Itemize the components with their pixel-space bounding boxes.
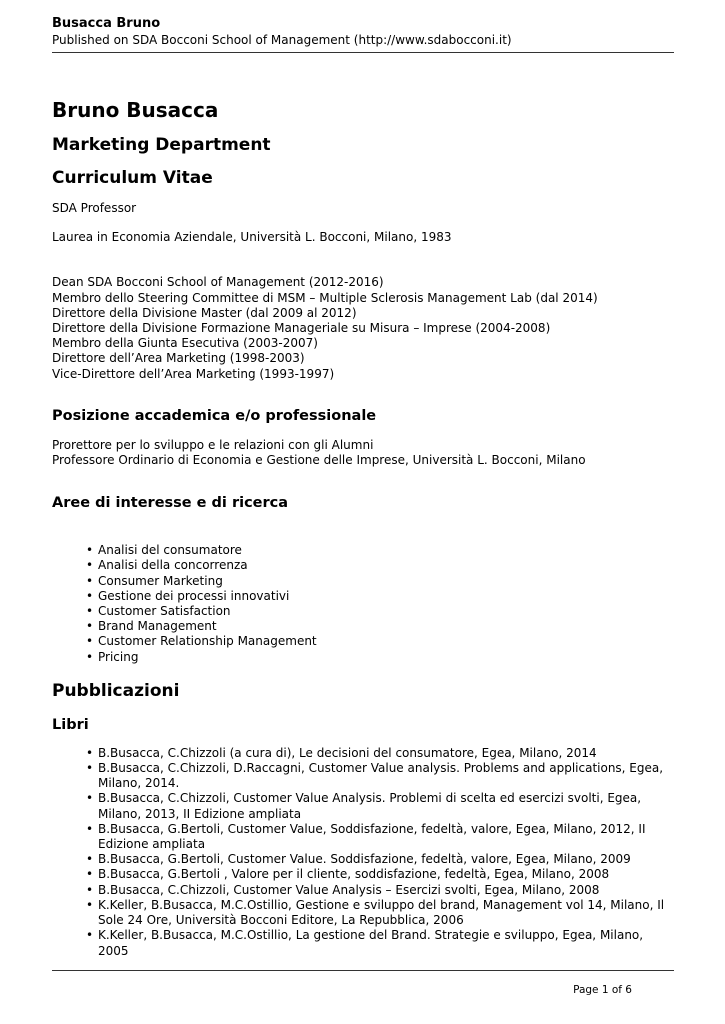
footer-divider <box>52 970 674 971</box>
header-published: Published on SDA Bocconi School of Management (http://www.sdabocconi.it) <box>52 33 512 47</box>
list-item: • Analisi della concorrenza <box>98 558 674 573</box>
academic-heading: Posizione accademica e/o professionale <box>52 407 377 424</box>
list-item: • Brand Management <box>98 619 674 634</box>
books-heading: Libri <box>52 716 89 733</box>
position-line: Direttore dell’Area Marketing (1998-2003) <box>52 351 305 366</box>
list-item: • B.Busacca, C.Chizzoli (a cura di), Le decisioni del consumatore, Egea, Milano, 2014 <box>98 746 674 761</box>
header-name: Busacca Bruno <box>52 16 161 31</box>
research-heading: Aree di interesse e di ricerca <box>52 495 289 512</box>
list-item: • Pricing <box>98 650 674 665</box>
list-item: • Analisi del consumatore <box>98 543 674 558</box>
research-list <box>52 543 674 665</box>
academic-line: Prorettore per lo sviluppo e le relazioni con gli Alumni <box>52 437 374 452</box>
list-item: • B.Busacca, C.Chizzoli, D.Raccagni, Customer Value analysis. Problems and applications, Egea, Milano, 2014. <box>98 761 674 791</box>
position-line: Membro dello Steering Committee di MSM – Multiple Sclerosis Management Lab (dal 2014) <box>52 290 598 305</box>
list-item: • K.Keller, B.Busacca, M.C.Ostillio, Gestione e sviluppo del brand, Management vol 14, Milano, Il Sole 24 Ore, Università Bocconi Editore, La Repubblica, 2006 <box>98 898 674 928</box>
cv-heading: Curriculum Vitae <box>52 168 213 188</box>
list-item: • Customer Relationship Management <box>98 634 674 649</box>
page-number: Page 1 of 6 <box>573 984 632 996</box>
academic-line: Professore Ordinario di Economia e Gestione delle Imprese, Università L. Bocconi, Milano <box>52 453 586 468</box>
list-item: • B.Busacca, G.Bertoli, Customer Value, Soddisfazione, fedeltà, valore, Egea, Milano, 2012, II Edizione ampliata <box>98 822 674 852</box>
positions-block <box>52 275 674 381</box>
books-list <box>52 746 674 959</box>
publications-heading: Pubblicazioni <box>52 680 180 701</box>
list-item: • B.Busacca, C.Chizzoli, Customer Value Analysis. Problemi di scelta ed esercizi svolti, Egea, Milano, 2013, II Edizione ampliata <box>98 791 674 821</box>
document-page <box>52 0 674 1024</box>
position-line: Vice-Direttore dell’Area Marketing (1993-1997) <box>52 366 335 381</box>
position-line: Dean SDA Bocconi School of Management (2012-2016) <box>52 275 384 290</box>
list-item: • B.Busacca, G.Bertoli , Valore per il cliente, soddisfazione, fedeltà, Egea, Milano, 2008 <box>98 867 674 882</box>
document-body <box>52 96 674 959</box>
position-line: Direttore della Divisione Master (dal 2009 al 2012) <box>52 305 357 320</box>
position-line: Direttore della Divisione Formazione Manageriale su Misura – Imprese (2004-2008) <box>52 321 551 336</box>
list-item: • Consumer Marketing <box>98 574 674 589</box>
page-title: Bruno Busacca <box>52 98 219 122</box>
position-line: Membro della Giunta Esecutiva (2003-2007) <box>52 336 318 351</box>
academic-block <box>52 438 674 468</box>
list-item: • B.Busacca, C.Chizzoli, Customer Value Analysis – Esercizi svolti, Egea, Milano, 2008 <box>98 883 674 898</box>
department-heading: Marketing Department <box>52 135 271 155</box>
list-item: • Gestione dei processi innovativi <box>98 589 674 604</box>
degree-text: Laurea in Economia Aziendale, Università L. Bocconi, Milano, 1983 <box>52 230 452 245</box>
role-text: SDA Professor <box>52 201 137 215</box>
list-item: • B.Busacca, G.Bertoli, Customer Value. Soddisfazione, fedeltà, valore, Egea, Milano, 2009 <box>98 852 674 867</box>
list-item: • Customer Satisfaction <box>98 604 674 619</box>
running-header <box>52 15 674 53</box>
list-item: • K.Keller, B.Busacca, M.C.Ostillio, La gestione del Brand. Strategie e sviluppo, Egea, Milano, 2005 <box>98 928 674 958</box>
